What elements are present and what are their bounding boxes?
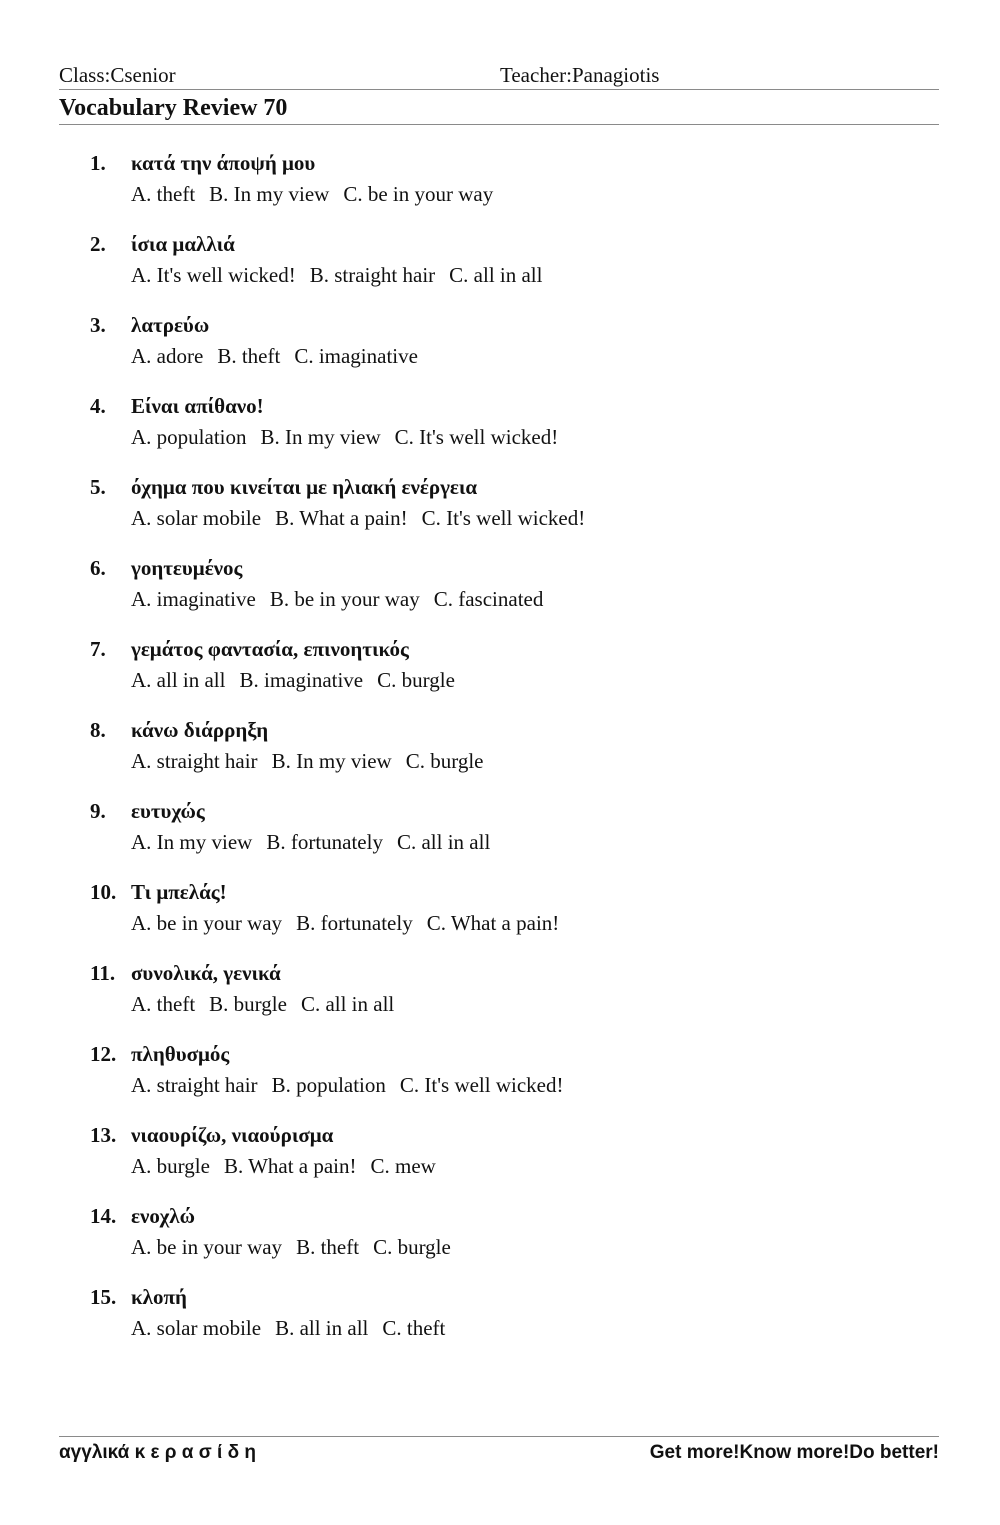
teacher-label: Teacher:Panagiotis [500,63,660,87]
question-number: 4. [90,394,106,418]
answer-option[interactable]: A. solar mobile [131,506,262,530]
question-text: συνολικά, γενικά [131,961,281,985]
question-text: λατρεύω [131,313,210,337]
answer-option[interactable]: A. theft [131,992,196,1016]
question-text: κατά την άποψή μου [131,151,316,175]
answer-option[interactable]: A. solar mobile [131,1316,262,1340]
question-text: κάνω διάρρηξη [131,718,269,742]
question-text: όχημα που κινείται με ηλιακή ενέργεια [131,475,478,499]
question-item [0,391,1000,472]
question-text: νιαουρίζω, νιαούρισμα [131,1123,334,1147]
answer-option[interactable]: A. theft [131,182,196,206]
question-item [0,634,1000,715]
question-number: 10. [90,880,117,904]
answer-options [131,1151,450,1181]
answer-option[interactable]: A. straight hair [131,1073,258,1097]
answer-option[interactable]: C. all in all [449,263,543,287]
question-text: ενοχλώ [131,1204,195,1228]
answer-option[interactable]: B. fortunately [296,911,413,935]
answer-option[interactable]: B. be in your way [269,587,420,611]
answer-option[interactable]: B. In my view [260,425,381,449]
answer-option[interactable]: B. What a pain! [223,1154,357,1178]
answer-option[interactable]: B. fortunately [266,830,383,854]
answer-option[interactable]: C. burgle [405,749,484,773]
answer-option[interactable]: C. burgle [373,1235,451,1259]
question-number: 15. [90,1285,117,1309]
question-number: 5. [90,475,106,499]
question-text: ίσια μαλλιά [131,232,235,256]
answer-option[interactable]: B. all in all [275,1316,369,1340]
answer-option[interactable]: B. What a pain! [275,506,408,530]
question-number: 8. [90,718,106,742]
question-number: 3. [90,313,106,337]
answer-option[interactable]: A. imaginative [131,587,256,611]
answer-option[interactable]: C. What a pain! [426,911,560,935]
question-list [0,148,1000,1363]
question-number: 14. [90,1204,117,1228]
question-text: Είναι απίθανο! [131,394,264,418]
answer-option[interactable]: C. imaginative [294,344,418,368]
question-text: Τι μπελάς! [131,880,227,904]
answer-option[interactable]: A. In my view [131,830,253,854]
question-item [0,229,1000,310]
answer-option[interactable]: B. theft [217,344,281,368]
question-item [0,1039,1000,1120]
question-text: πληθυσμός [131,1042,230,1066]
question-item [0,1282,1000,1363]
question-item [0,958,1000,1039]
answer-option[interactable]: C. all in all [396,830,491,854]
answer-option[interactable]: A. adore [131,344,204,368]
question-number: 13. [90,1123,117,1147]
question-number: 7. [90,637,106,661]
answer-option[interactable]: A. burgle [131,1154,210,1178]
question-item [0,472,1000,553]
answer-options [131,584,557,614]
answer-options [131,260,556,290]
answer-options [131,422,572,452]
answer-option[interactable]: C. theft [382,1316,446,1340]
question-number: 2. [90,232,106,256]
answer-options [131,503,599,533]
question-number: 12. [90,1042,117,1066]
question-item [0,1201,1000,1282]
answer-options [131,341,432,371]
answer-option[interactable]: B. straight hair [309,263,436,287]
answer-option[interactable]: B. theft [296,1235,360,1259]
question-item [0,1120,1000,1201]
answer-option[interactable]: B. population [271,1073,386,1097]
question-number: 11. [90,961,116,985]
answer-options [131,1313,459,1343]
question-item [0,310,1000,391]
question-item [0,553,1000,634]
answer-option[interactable]: A. population [131,425,247,449]
question-number: 9. [90,799,106,823]
question-text: ευτυχώς [131,799,205,823]
footer-divider [59,1436,939,1437]
header-divider [59,89,939,90]
answer-option[interactable]: C. mew [370,1154,436,1178]
answer-option[interactable]: A. be in your way [131,1235,283,1259]
question-item [0,877,1000,958]
page-title: Vocabulary Review 70 [59,95,288,121]
answer-option[interactable]: B. In my view [271,749,392,773]
class-label: Class:Csenior [59,63,176,87]
answer-options [131,179,507,209]
answer-options [131,908,573,938]
answer-option[interactable]: C. It's well wicked! [399,1073,564,1097]
question-item [0,148,1000,229]
answer-options [131,989,408,1019]
answer-option[interactable]: C. It's well wicked! [394,425,559,449]
footer-slogan: Get more!Know more!Do better! [649,1442,939,1463]
answer-options [131,665,469,695]
question-item [0,796,1000,877]
question-text: γεμάτος φαντασία, επινοητικός [131,637,409,661]
answer-option[interactable]: C. all in all [300,992,395,1016]
title-divider [59,124,939,125]
worksheet-header [59,62,939,88]
answer-option[interactable]: A. It's well wicked! [131,263,296,287]
answer-option[interactable]: A. straight hair [131,749,258,773]
answer-options [131,827,504,857]
question-number: 6. [90,556,106,580]
answer-options [131,746,498,776]
answer-option[interactable]: B. imaginative [239,668,364,692]
question-text: γοητευμένος [131,556,243,580]
answer-option[interactable]: B. In my view [209,182,330,206]
answer-option[interactable]: C. burgle [377,668,455,692]
question-item [0,715,1000,796]
footer-brand: αγγλικά κ ε ρ α σ ί δ η [59,1442,256,1463]
answer-option[interactable]: C. be in your way [343,182,494,206]
answer-option[interactable]: C. fascinated [433,587,544,611]
answer-option[interactable]: A. all in all [131,668,226,692]
question-number: 1. [90,151,106,175]
question-text: κλοπή [131,1285,187,1309]
answer-option[interactable]: A. be in your way [131,911,283,935]
answer-option[interactable]: B. burgle [209,992,287,1016]
answer-options [131,1232,465,1262]
answer-options [131,1070,578,1100]
answer-option[interactable]: C. It's well wicked! [421,506,586,530]
